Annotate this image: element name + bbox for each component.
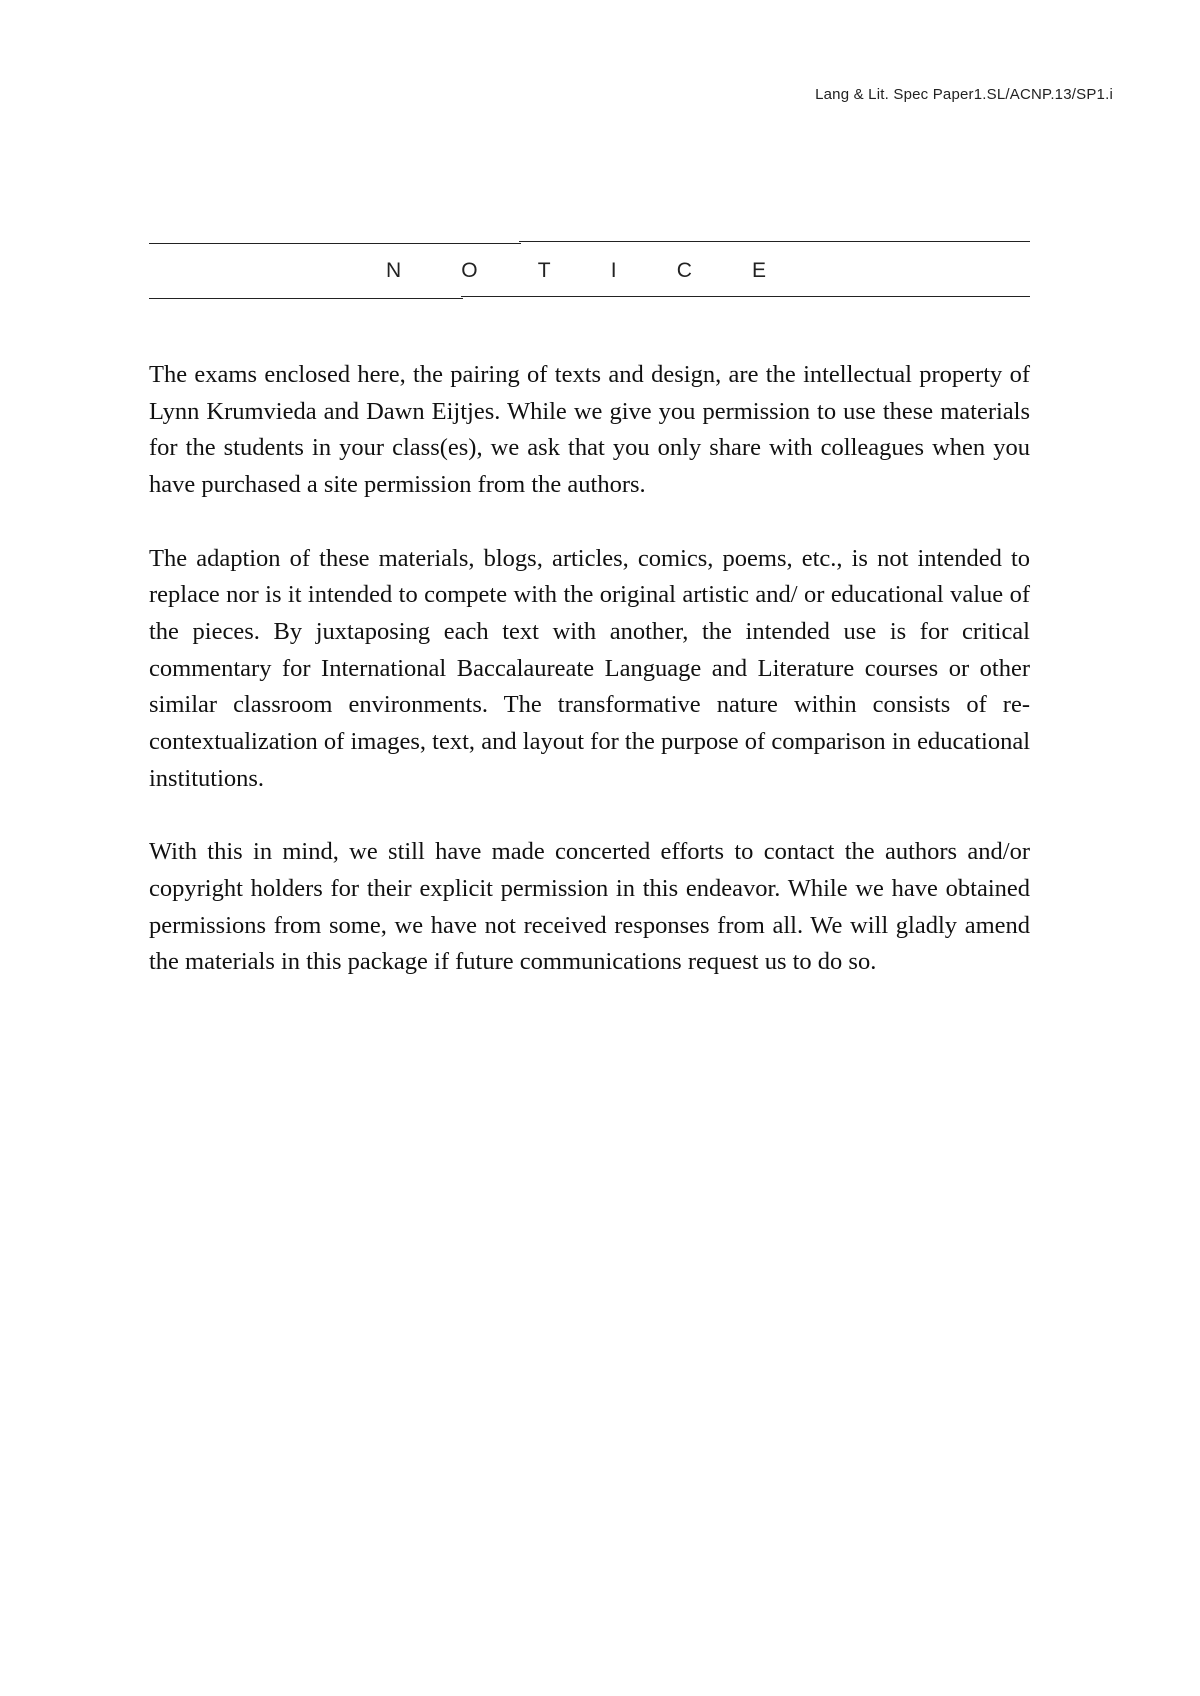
top-rule-left <box>149 243 521 244</box>
bottom-rule-left <box>149 298 463 299</box>
notice-letter: E <box>751 259 766 282</box>
document-header-code: Lang & Lit. Spec Paper1.SL/ACNP.13/SP1.i <box>815 86 1113 103</box>
notice-letter: N <box>386 259 402 282</box>
notice-letter: I <box>610 259 617 282</box>
notice-letter: O <box>461 259 478 282</box>
paragraph-adaption: The adaption of these materials, blogs, articles, comics, poems, etc., is not intended to replace nor is it intended to compete with the original artistic and/ or educational value of the pieces. By juxtaposing each text with another, the intended use is for critical commentary for International Baccalaureate Language and Literature courses or other similar classroom environments. The transformative nature within consists of re-contextualization of images, text, and layout for the purpose of comparison in educational institutions. <box>149 544 1030 792</box>
notice-heading <box>386 259 766 283</box>
notice-body <box>149 357 1030 1018</box>
top-rule-right <box>519 241 1030 242</box>
paragraph-intellectual-property: The exams enclosed here, the pairing of texts and design, are the intellectual property of Lynn Krumvieda and Dawn Eijtjes. While we give you permission to use these materials for the students in your class(es), we ask that you only share with colleagues when you have purchased a site permission from the authors. <box>149 361 1030 499</box>
notice-letter: C <box>676 259 692 282</box>
paragraph-permissions: With this in mind, we still have made concerted efforts to contact the authors and/or copyright holders for their explicit permission in this endeavor. While we have obtained permissions from some, we have not received responses from all. We will gladly amend the materials in this package if future communications request us to do so. <box>149 838 1030 976</box>
notice-letter: T <box>537 259 551 282</box>
bottom-rule-right <box>461 296 1030 297</box>
